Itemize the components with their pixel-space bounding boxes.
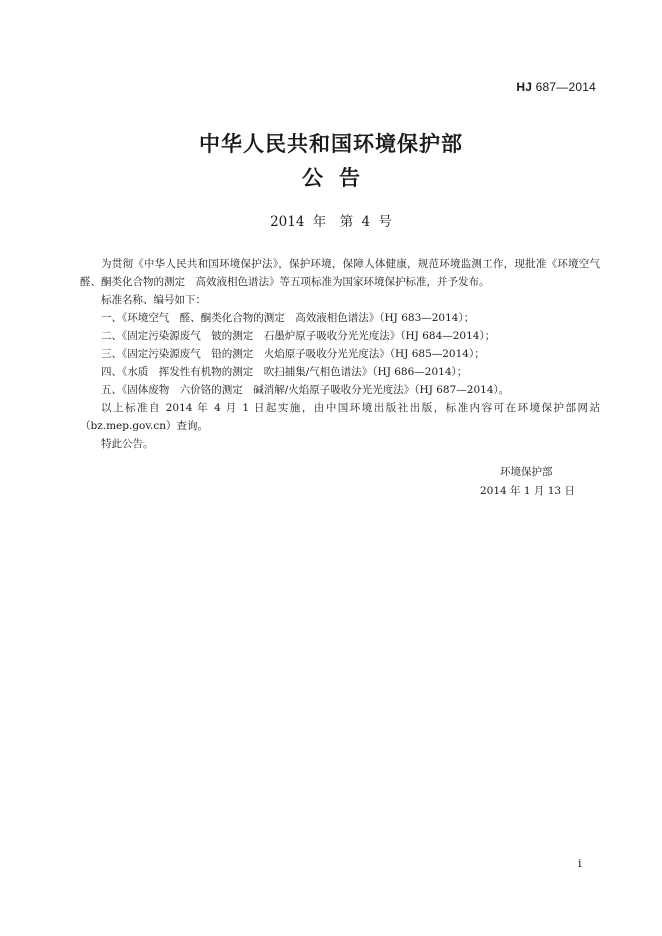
signature-block [480, 463, 590, 501]
signature-date: 2014 年 1 月 13 日 [480, 485, 575, 497]
standard-item-1: 一、《环境空气 醛、酮类化合物的测定 高效液相色谱法》（HJ 683—2014）； [101, 312, 475, 324]
standard-code-number: 687—2014 [532, 80, 596, 94]
list-heading: 标准名称、编号如下： [101, 294, 206, 306]
document-title: 中华人民共和国环境保护部 [199, 131, 463, 156]
signature-org: 环境保护部 [500, 466, 553, 478]
page-number: i [578, 857, 582, 870]
implementation-paragraph: 以上标准自 2014 年 4 月 1 日起实施，由中国环境出版社出版，标准内容可在环境保护部网站（bz.mep.gov.cn）查询。 [80, 402, 600, 432]
issue-number: 2014 年 第 4 号 [270, 214, 392, 230]
standard-code [516, 80, 596, 94]
intro-paragraph: 为贯彻《中华人民共和国环境保护法》，保护环境，保障人体健康，规范环境监测工作，现批准《环境空气 醛、酮类化合物的测定 高效液相色谱法》等五项标准为国家环境保护标准，并予发布。 [80, 258, 611, 288]
announcement-body [80, 255, 611, 453]
standard-code-prefix: HJ [516, 80, 533, 94]
standard-item-5: 五、《固体废物 六价铬的测定 碱消解/火焰原子吸收分光光度法》（HJ 687—2014）。 [101, 384, 510, 396]
standard-item-3: 三、《固定污染源废气 铅的测定 火焰原子吸收分光光度法》（HJ 685—2014）； [101, 348, 485, 360]
document-subtitle: 公告 [302, 165, 376, 190]
closing-paragraph: 特此公告。 [101, 438, 154, 450]
standard-item-2: 二、《固定污染源废气 铍的测定 石墨炉原子吸收分光光度法》（HJ 684—2014）； [101, 330, 496, 342]
standard-item-4: 四、《水质 挥发性有机物的测定 吹扫捕集/气相色谱法》（HJ 686—2014）； [101, 366, 468, 378]
